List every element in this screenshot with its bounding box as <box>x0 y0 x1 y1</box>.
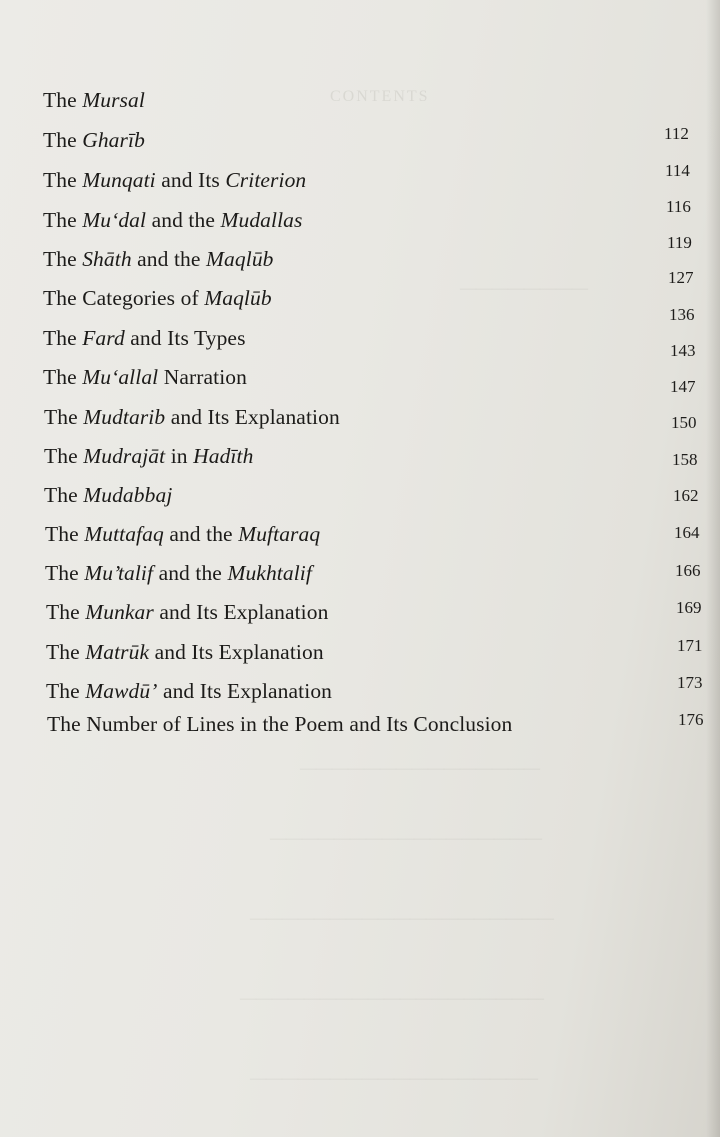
toc-entry: The Matrūk and Its Explanation <box>46 640 324 664</box>
toc-entry: The Mudabbaj <box>44 483 173 507</box>
page-number: 166 <box>675 561 701 580</box>
bleed-through-line: ——————————————————— <box>250 910 554 927</box>
toc-entry: The Muttafaq and the Muftaraq <box>45 522 321 546</box>
page-number: 169 <box>676 598 702 617</box>
page-number: 147 <box>670 377 696 396</box>
toc-entry: The Mudtarib and Its Explanation <box>44 405 340 429</box>
bleed-through-heading: CONTENTS <box>330 88 430 105</box>
page-number: 150 <box>671 413 697 432</box>
toc-entry: The Mudrajāt in Hadīth <box>44 444 254 468</box>
page-number: 119 <box>667 233 692 252</box>
bleed-through-line: ———————— <box>460 280 588 297</box>
bleed-through-line: ————————————————— <box>270 830 542 847</box>
page-number: 127 <box>668 268 694 287</box>
toc-entry: The Shāth and the Maqlūb <box>43 247 274 271</box>
toc-entry: The Mawdū’ and Its Explanation <box>46 679 333 703</box>
toc-entry: The Munkar and Its Explanation <box>46 600 329 624</box>
bleed-through-line: ——————————————————— <box>240 990 544 1007</box>
page-number: 164 <box>674 523 700 542</box>
page-number: 116 <box>666 197 691 216</box>
toc-entry: The Mu‘dal and the Mudallas <box>43 208 303 232</box>
toc-entry: The Mu’talif and the Mukhtalif <box>45 561 312 585</box>
toc-entry: The Munqati and Its Criterion <box>43 168 307 192</box>
toc-entry: The Gharīb <box>43 128 145 152</box>
toc-entry: The Mu‘allal Narration <box>43 365 248 389</box>
page-number: 143 <box>670 341 696 360</box>
toc-entry: The Categories of Maqlūb <box>43 286 272 310</box>
page-number: 136 <box>669 305 695 324</box>
toc-entry: The Fard and Its Types <box>43 326 246 350</box>
toc-entry: The Mursal <box>43 88 145 112</box>
page-number: 158 <box>672 450 698 469</box>
page-number: 162 <box>673 486 699 505</box>
bleed-through-line: —————————————————— <box>250 1070 538 1087</box>
page-number: 176 <box>678 710 704 729</box>
page-number: 112 <box>664 124 689 143</box>
bleed-through-line: ——————————————— <box>300 760 540 777</box>
toc-entry: The Number of Lines in the Poem and Its Conclusion <box>47 712 513 736</box>
page-number: 173 <box>677 673 703 692</box>
page-number: 171 <box>677 636 703 655</box>
page-number: 114 <box>665 161 690 180</box>
